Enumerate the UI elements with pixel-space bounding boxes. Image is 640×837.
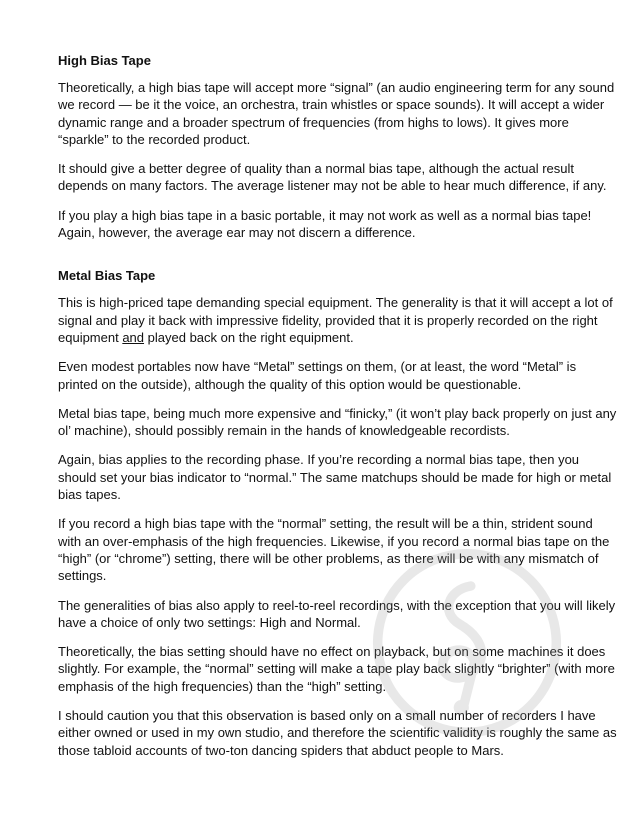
paragraph: It should give a better degree of quality than a normal bias tape, although the actual result depends on many factors. The average listener may not be able to hear much difference, if any.: [58, 161, 607, 194]
section-high-bias: [58, 52, 618, 241]
section-heading-high-bias: High Bias Tape: [58, 53, 151, 68]
text-run: played back on the right equipment.: [144, 329, 354, 345]
paragraph: [58, 294, 618, 346]
paragraph: Theoretically, the bias setting should have no effect on playback, but on some machines it does slightly. For example, the “normal” setting will make a tape play back slightly “brighter” (with more emphasis of the high frequencies) than the “high” setting.: [58, 644, 615, 694]
paragraph: Again, bias applies to the recording phase. If you’re recording a normal bias tape, then you should set your bias indicator to “normal.” The same matchups should be made for high or metal bias tapes.: [58, 452, 612, 503]
document-page: [58, 52, 618, 771]
underlined-word: and: [122, 329, 145, 345]
paragraph: If you play a high bias tape in a basic portable, it may not work as well as a normal bias tape! Again, however, the average ear may not discern a difference.: [58, 207, 592, 241]
paragraph: Theoretically, a high bias tape will accept more “signal” (an audio engineering term for any sound we record — be it the voice, an orchestra, train whistles or space sounds). It will accept a wider dynamic range and a broader spectrum of frequencies (from highs to lows). It gives more “sparkle” to the recorded product.: [58, 80, 615, 147]
paragraph: If you record a high bias tape with the “normal” setting, the result will be a thin, strident sound with an over-emphasis of the high frequencies. Likewise, if you record a normal bias tape on the “high” (or “chrome”) setting, there will be other problems, as there will be with any mismatch of settings.: [58, 516, 610, 584]
text-run: This is high-priced tape demanding special equipment. The generality is that it will accept a lot of signal and play it back with impressive fidelity, provided that it is properly recorded on the right equipment: [58, 295, 613, 345]
paragraph: I should caution you that this observation is based only on a small number of recorders I have either owned or used in my own studio, and therefore the scientific validity is roughly the same as those tabloid accounts of two-ton dancing spiders that abduct people to Mars.: [58, 708, 617, 758]
paragraph: The generalities of bias also apply to reel-to-reel recordings, with the exception that you will likely have a choice of only two settings: High and Normal.: [58, 597, 616, 630]
section-heading-metal-bias: Metal Bias Tape: [58, 268, 156, 284]
section-metal-bias: [58, 267, 618, 759]
paragraph: Even modest portables now have “Metal” settings on them, (or at least, the word “Metal” is printed on the outside), although the quality of this option would be questionable.: [58, 359, 577, 392]
paragraph: Metal bias tape, being much more expensive and “finicky,” (it won’t play back properly on just any ol’ machine), should possibly remain in the hands of knowledgeable recordists.: [58, 405, 617, 439]
